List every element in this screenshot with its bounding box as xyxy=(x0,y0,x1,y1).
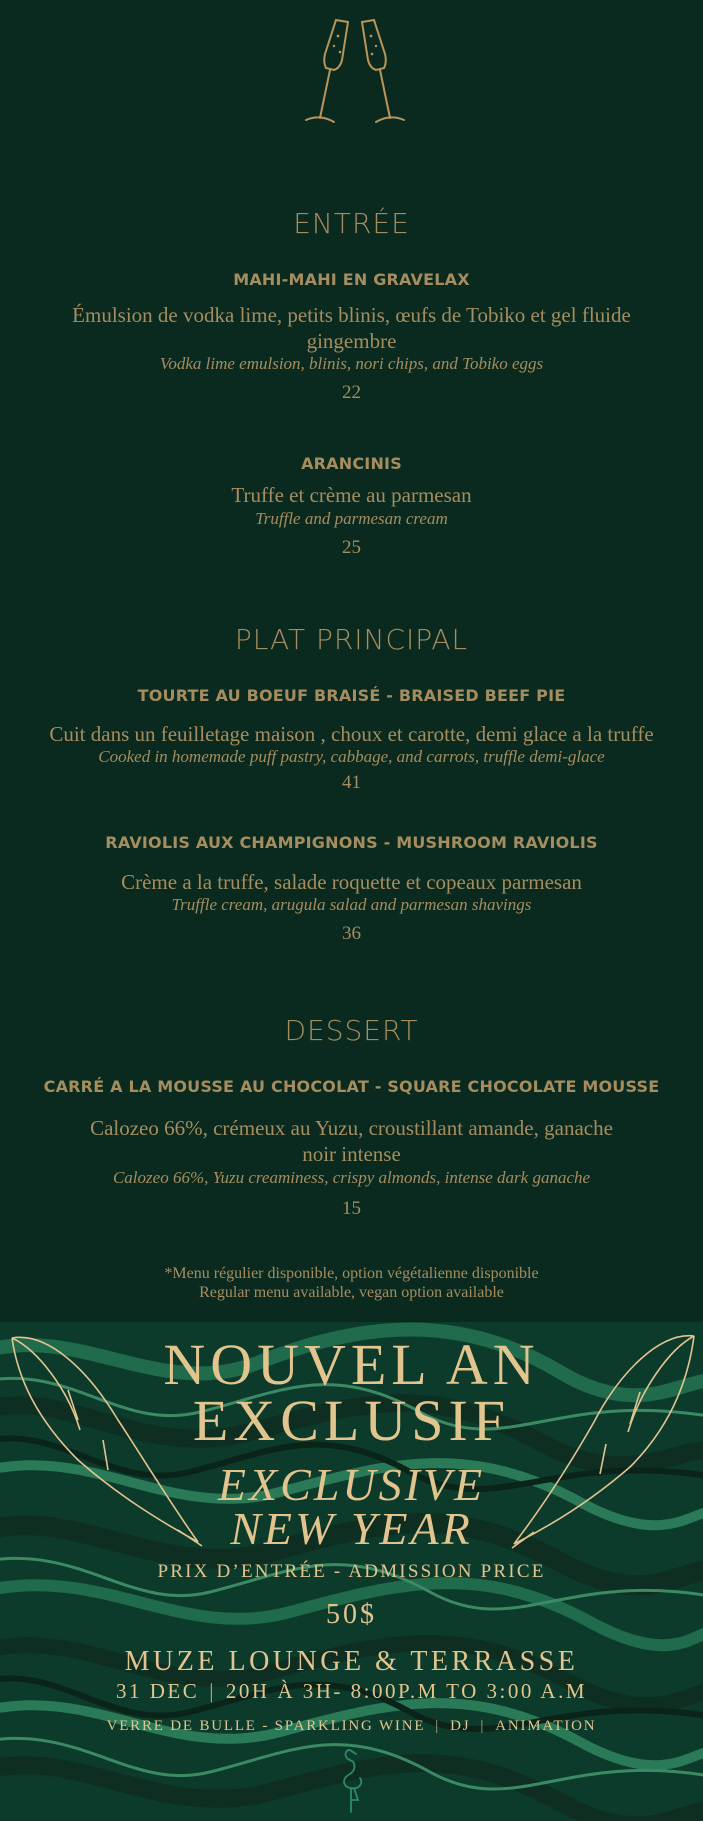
dish-description-fr: gingembre xyxy=(306,329,397,353)
flamingo-icon xyxy=(336,1746,368,1814)
venue-name: MUZE LOUNGE & TERRASSE xyxy=(124,1646,579,1677)
dish-name: TOURTE AU BOEUF BRAISÉ - BRAISED BEEF PIE xyxy=(137,686,566,705)
dish-price: 25 xyxy=(342,537,361,558)
dish-price: 36 xyxy=(342,923,361,944)
event-datetime xyxy=(0,1679,703,1704)
dish-description-fr: Truffe et crème au parmesan xyxy=(231,483,472,507)
separator: | xyxy=(435,1718,441,1734)
perk-dj: DJ xyxy=(450,1718,471,1734)
dish-description-en: Truffle and parmesan cream xyxy=(255,509,448,528)
perk-sparkling-wine: VERRE DE BULLE - SPARKLING WINE xyxy=(106,1718,426,1734)
dish-price: 15 xyxy=(342,1198,361,1219)
banner-title: EXCLUSIF xyxy=(192,1388,511,1453)
dish-description-en: Calozeo 66%, Yuzu creaminess, crispy almonds, intense dark ganache xyxy=(112,1168,591,1187)
dish-name: RAVIOLIS AUX CHAMPIGNONS - MUSHROOM RAVIOLIS xyxy=(105,833,598,852)
section-title-entree: ENTRÉE xyxy=(293,207,410,240)
section-title-dessert: DESSERT xyxy=(284,1014,419,1047)
dish-description-en: Cooked in homemade puff pastry, cabbage, and carrots, truffle demi-glace xyxy=(98,747,605,766)
admission-price: 50$ xyxy=(326,1599,377,1630)
banner-subtitle: EXCLUSIVE xyxy=(217,1459,486,1510)
banner-title: NOUVEL AN xyxy=(163,1332,540,1397)
dish-name: MAHI-MAHI EN GRAVELAX xyxy=(233,270,470,289)
separator: | xyxy=(480,1718,486,1734)
dish-description-fr: Cuit dans un feuilletage maison , choux et carotte, demi glace a la truffe xyxy=(49,722,654,746)
section-title-plat: PLAT PRINCIPAL xyxy=(234,623,469,656)
dish-name: CARRÉ A LA MOUSSE AU CHOCOLAT - SQUARE CHOCOLATE MOUSSE xyxy=(43,1077,660,1096)
dish-description-fr: noir intense xyxy=(302,1142,401,1166)
event-date: 31 DEC xyxy=(115,1679,200,1703)
dish-description-en: Truffle cream, arugula salad and parmesan shavings xyxy=(171,895,532,914)
menu-note: *Menu régulier disponible, option végétalienne disponible xyxy=(164,1265,539,1282)
separator: | xyxy=(209,1679,216,1703)
champagne-glasses-icon xyxy=(296,18,414,126)
dish-description-fr: Crème a la truffe, salade roquette et copeaux parmesan xyxy=(121,870,582,894)
perk-animation: ANIMATION xyxy=(495,1718,597,1734)
dish-name: ARANCINIS xyxy=(301,454,402,473)
dish-price: 22 xyxy=(342,382,361,403)
dish-description-fr: Émulsion de vodka lime, petits blinis, œufs de Tobiko et gel fluide xyxy=(72,303,631,327)
event-time: 20H À 3H- 8:00P.M TO 3:00 A.M xyxy=(225,1679,588,1703)
menu-note: Regular menu available, vegan option available xyxy=(199,1284,504,1301)
banner-subtitle: NEW YEAR xyxy=(230,1503,473,1554)
dish-price: 41 xyxy=(342,772,361,793)
admission-label: PRIX D’ENTRÉE - ADMISSION PRICE xyxy=(157,1561,546,1582)
dish-description-fr: Calozeo 66%, crémeux au Yuzu, croustillant amande, ganache xyxy=(90,1116,613,1140)
event-perks xyxy=(0,1718,703,1735)
dish-description-en: Vodka lime emulsion, blinis, nori chips, and Tobiko eggs xyxy=(159,354,544,373)
